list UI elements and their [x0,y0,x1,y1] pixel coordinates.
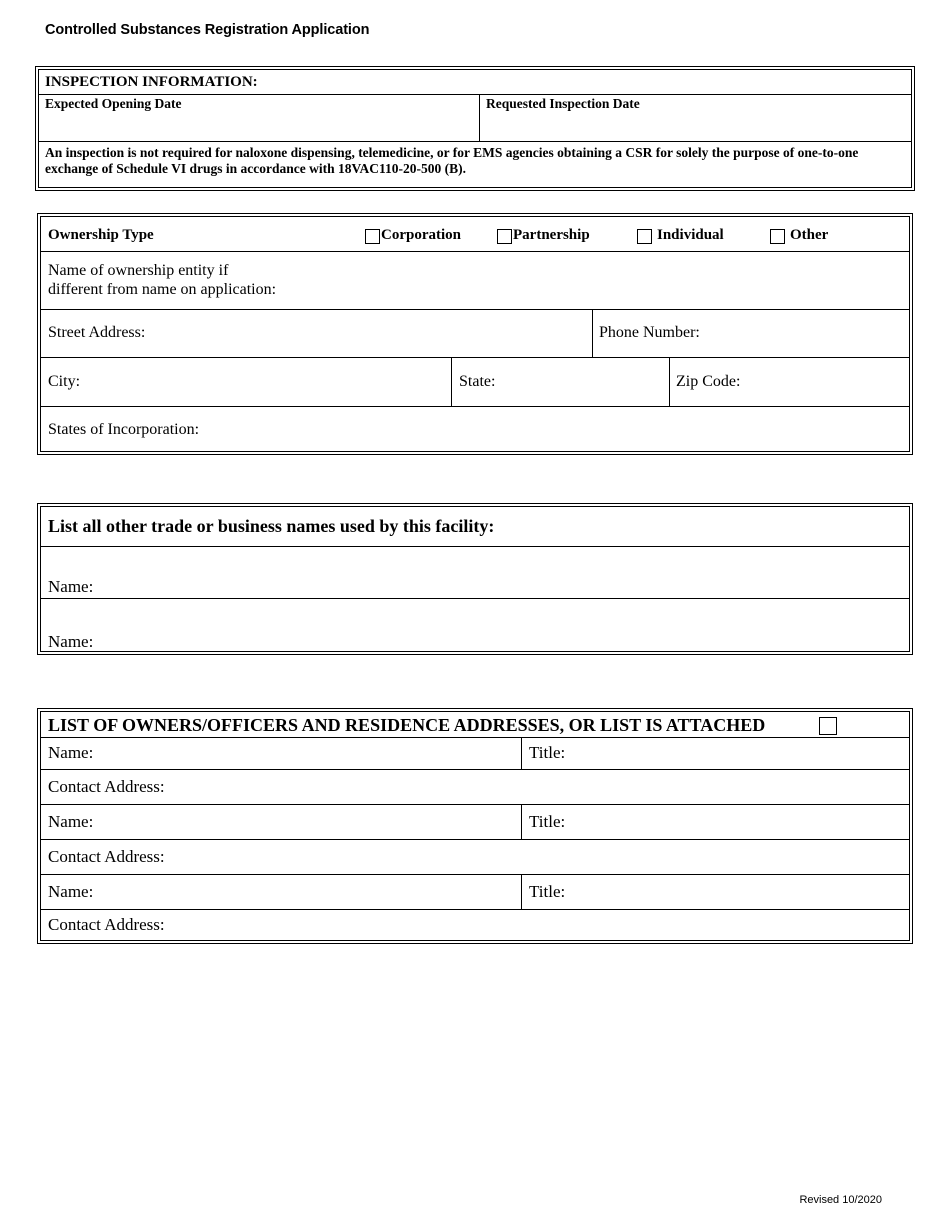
other-label: Other [790,227,829,243]
partnership-label: Partnership [513,227,590,243]
owner-title-label: Title: [529,882,566,901]
individual-label: Individual [657,227,724,243]
states-of-incorporation-field[interactable] [41,407,909,453]
owner-contact-address-label: Contact Address: [48,915,165,934]
owner-title-label: Title: [529,743,566,762]
corporation-label: Corporation [381,227,461,243]
zip-code-label: Zip Code: [676,373,741,390]
list-attached-checkbox[interactable] [819,717,837,735]
city-field[interactable] [41,358,451,406]
trade-name-label: Name: [48,632,94,651]
trade-names-heading: List all other trade or business names used by this facility: [48,516,495,536]
ownership-entity-label-line-2: different from name on application: [48,281,277,298]
inspection-section [35,66,915,191]
ownership-entity-label-line-1: Name of ownership entity if [48,262,229,279]
inspection-heading: INSPECTION INFORMATION: [45,74,258,90]
owners-officers-heading: LIST OF OWNERS/OFFICERS AND RESIDENCE ADDRESSES, OR LIST IS ATTACHED [48,715,766,735]
owner-title-field[interactable] [522,875,909,909]
trade-names-section [37,503,913,655]
owner-contact-address-field[interactable] [41,840,909,874]
owner-contact-address-label: Contact Address: [48,777,165,796]
owner-contact-address-label: Contact Address: [48,847,165,866]
requested-inspection-date-field[interactable] [480,95,911,141]
ownership-option-partnership[interactable] [497,226,617,246]
inspection-note-line-2: exchange of Schedule VI drugs in accordance with 18VAC110-20-500 (B). [45,161,467,176]
ownership-entity-name-field[interactable] [41,252,909,309]
owner-name-label: Name: [48,812,94,831]
other-checkbox[interactable] [770,229,785,244]
owner-title-label: Title: [529,812,566,831]
trade-name-field[interactable] [41,548,909,598]
partnership-checkbox[interactable] [497,229,512,244]
owner-contact-address-field[interactable] [41,910,909,942]
street-address-label: Street Address: [48,324,146,341]
owner-name-label: Name: [48,882,94,901]
revision-date: Revised 10/2020 [799,1194,882,1206]
individual-checkbox[interactable] [637,229,652,244]
street-address-field[interactable] [41,310,592,357]
phone-number-field[interactable] [593,310,909,357]
zip-code-field[interactable] [670,358,909,406]
requested-inspection-date-label: Requested Inspection Date [486,96,640,111]
divider [41,546,909,547]
ownership-type-label: Ownership Type [48,227,154,243]
inspection-note-line-1: An inspection is not required for naloxone dispensing, telemedicine, or for EMS agencies obtaining a CSR for solely the purpose of one-to-one [45,145,859,160]
owner-name-label: Name: [48,743,94,762]
ownership-section [37,213,913,455]
phone-number-label: Phone Number: [599,324,700,341]
owner-title-field[interactable] [522,805,909,839]
city-label: City: [48,373,81,390]
trade-name-field[interactable] [41,599,909,653]
owners-officers-section [37,708,913,944]
divider [39,141,911,142]
state-field[interactable] [452,358,669,406]
ownership-option-other[interactable] [770,226,870,246]
states-of-incorporation-label: States of Incorporation: [48,421,200,438]
owner-title-field[interactable] [522,738,909,769]
document-title: Controlled Substances Registration Application [45,22,370,38]
corporation-checkbox[interactable] [365,229,380,244]
expected-opening-date-label: Expected Opening Date [45,96,182,111]
owner-name-field[interactable] [41,875,521,909]
ownership-option-individual[interactable] [637,226,757,246]
ownership-option-corporation[interactable] [365,226,485,246]
owner-contact-address-field[interactable] [41,770,909,804]
trade-name-label: Name: [48,577,94,596]
owner-name-field[interactable] [41,805,521,839]
expected-opening-date-field[interactable] [39,95,479,141]
owner-name-field[interactable] [41,738,521,769]
state-label: State: [459,373,496,390]
